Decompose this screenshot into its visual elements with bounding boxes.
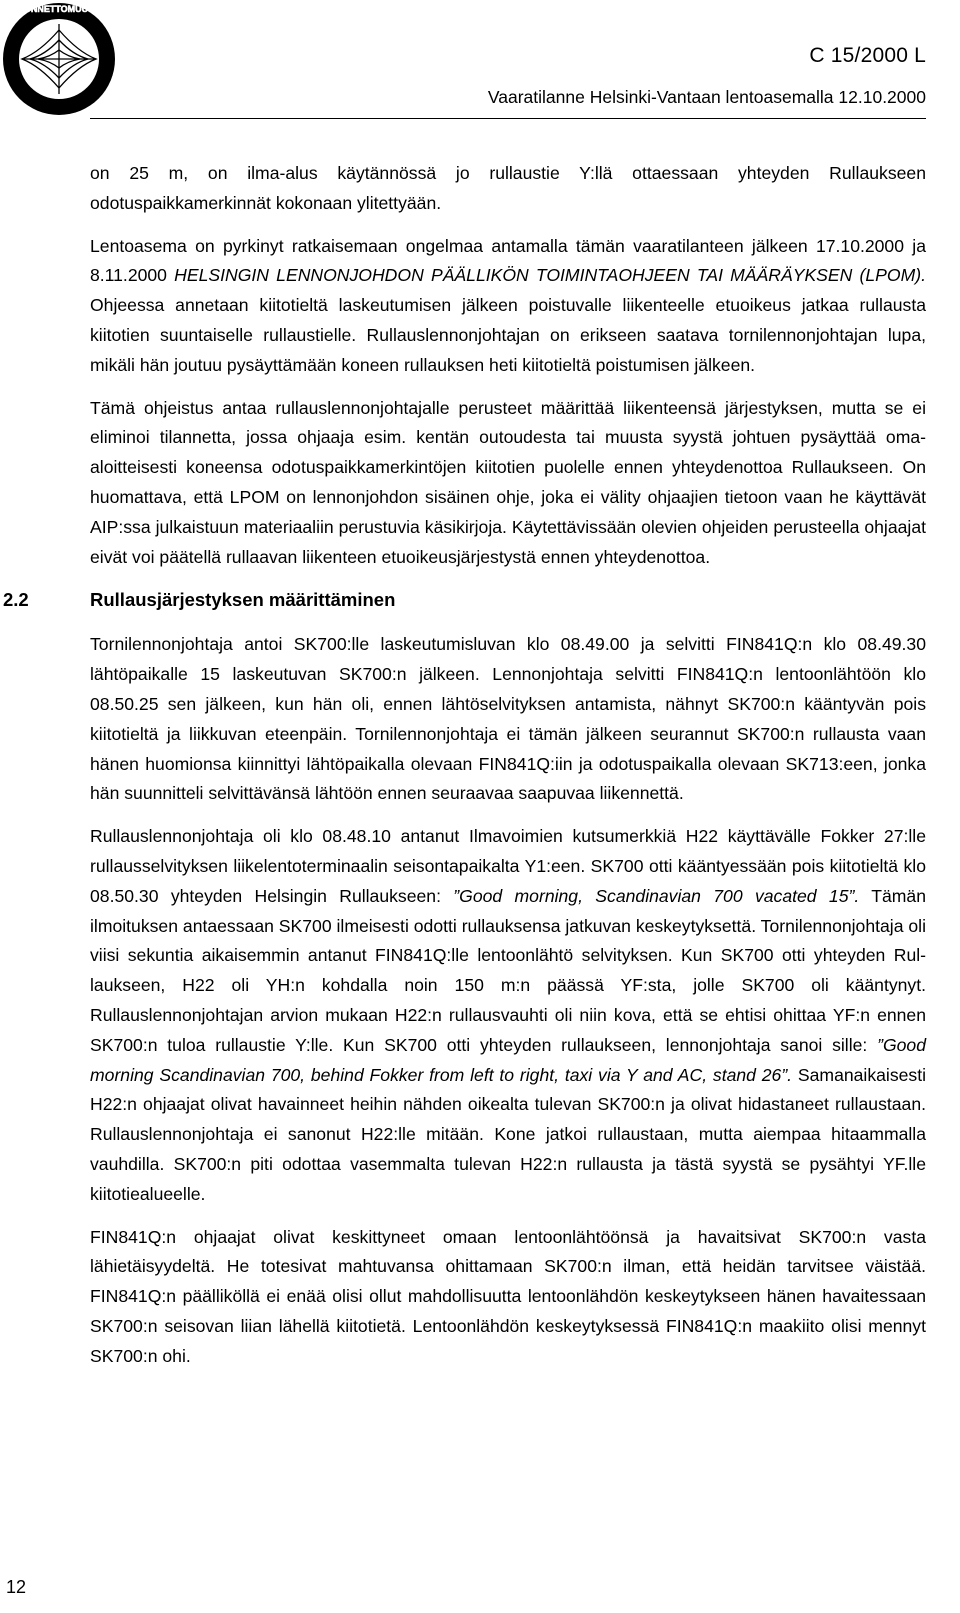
section-title: Rullausjärjestyksen määrittäminen bbox=[90, 589, 396, 611]
paragraph-text: Samanaikaisesti H22:n ohjaajat olivat havainneet heihin nähden oikealta tulevan SK700:n ja olivat hidastaneet rullaustaan. Rullauslennonjohtaja ei sanonut H22:lle mitään. Kone jatkoi rullaustaan, mutta aiempaa hitaammalla vauhdilla. SK700:n piti odottaa vasemmalta tulevan H22:n rullausta ja tästä syystä se pysähtyi YF.lle kiitotiealueelle. bbox=[90, 1064, 926, 1204]
section-number: 2.2 bbox=[3, 589, 29, 611]
radio-quote: ”Good morning, Scandinavian 700 vacated 15”. bbox=[453, 885, 860, 906]
paragraph-text: Ohjeessa annetaan kiitotieltä laskeutumisen jälkeen poistuvalle liikenteelle etuoikeus jatkaa rullausta kiitotien suuntaiselle rullaustielle. Rullauslennonjohtajan on erikseen saatava tornilennonjohtajan lupa, mikäli hän joutuu pysäyttämään koneen rullauksen heti kiitotieltä poistumisen jälkeen. bbox=[90, 295, 926, 375]
paragraph-text: Lentoasema on pyrkinyt ratkaisemaan ongelmaa antamalla tämän vaaratilanteen jälkeen 17.10.2000 ja 8.11.2000 bbox=[90, 235, 926, 286]
report-subtitle: Vaaratilanne Helsinki-Vantaan lentoasemalla 12.10.2000 bbox=[487, 87, 926, 107]
paragraph-text: Tämän ilmoituksen antaessaan SK700 ilmeisesti odotti rullauksensa jatkuvan keskeytyksettä. Tornilennonjohtaja oli viisi sekuntia aikaisemmin antanut FIN841Q:lle lentoonlähtö selvityksen. Kun SK700 otti yhteyden Rullaukseen, H22 oli YH:n kohdalla noin 150 m:n päässä YF:sta, jolle SK700 oli kääntynyt. Rullauslennonjohtajan arvion mukaan H22:n rullausvauhti oli niin kova, että se ehtisi ohittaa YF:n ennen SK700:n tuloa rullaustie Y:lle. Kun SK700 otti yhteyden rullaukseen, lennonjohtaja sanoi sille: bbox=[90, 885, 927, 1055]
report-code: C 15/2000 L bbox=[809, 44, 926, 67]
paragraph bbox=[90, 822, 926, 1209]
paragraph: on 25 m, on ilma-alus käytännössä jo rullaustie Y:llä ottaessaan yhteyden Rullaukseen odotuspaikkamerkinnät kokonaan ylitettyään. bbox=[90, 163, 926, 213]
radio-quote: ”Good morning Scandinavian 700, behind Fokker from left to right, taxi via Y and AC, stand 26”. bbox=[90, 1034, 926, 1085]
paragraph: Tornilennonjohtaja antoi SK700:lle laskeutumisluvan klo 08.49.00 ja selvitti FIN841Q:n klo 08.49.30 lähtöpaikalle 15 laskeutuvan SK700:n jälkeen. Lennonjohtaja selvitti FIN841Q:n lentoonlähtöön klo 08.50.25 sen jälkeen, kun hän oli, ennen lähtöselvityksen antamista, nähnyt SK700:n kääntyvän pois kiitotieltä ja liikkuvan eteenpäin. Tornilennonjohtaja ei tämän jälkeen seurannut SK700:n rullausta vaan hänen huomionsa kiinnittyi lähtöpaikalla olevaan FIN841Q:iin ja odotuspaikalla olevaan SK713:een, jonka hän suunnitteli selvittävänsä lähtöön ennen seuraavaa saapuvaa liikennettä. bbox=[90, 634, 926, 804]
svg-text:ONNETTOMUUS: ONNETTOMUUS bbox=[23, 4, 95, 14]
paragraph: FIN841Q:n ohjaajat olivat keskittyneet omaan lentoonlähtöönsä ja havaitsivat SK700:n vasta lähietäisyydeltä. He totesivat mahtuvansa ohittamaan SK700:n ilman, että heidän tarvitsee väistää. FIN841Q:n päälliköllä ei enää olisi ollut mahdollisuutta lentoonlähdön keskeytykseen hänen havaitessaan SK700:n seisovan liian lähellä kiitotietä. Lentoonlähdön keskeytyksessä FIN841Q:n maakiito olisi mennyt SK700:n ohi. bbox=[90, 1226, 926, 1366]
document-body bbox=[3, 159, 927, 1384]
paragraph-text: Rullauslennonjohtaja oli klo 08.48.10 antanut Ilmavoimien kutsumerkkiä H22 käyttävälle Fokker 27:lle rullausselvityksen liikelentoterminaalin seisontapaikalta Y1:een. SK700 otti kääntyessään pois kiitotieltä klo 08.50.30 yhteyden Helsingin Rullaukseen: bbox=[90, 826, 926, 906]
section-heading bbox=[3, 585, 926, 615]
paragraph: Tämä ohjeistus antaa rullauslennonjohtajalle perusteet määrittää liikenteensä järjestyksen, mutta se ei eliminoi tilannetta, jossa ohjaaja esim. kentän outoudesta tai muusta syystä johtuen pysäyttää oma-aloitteisesti koneensa odotuspaikkamerkintöjen kiitotien puolelle ennen yhteydenottoa Rullaukseen. On huomattava, että LPOM on lennonjohdon sisäinen ohje, joka ei välity ohjaajien tietoon vaan he käyttävät AIP:ssa julkaistuun materiaaliin perustuvia käsikirjoja. Käytettävissään olevien ohjeiden perusteella ohjaajat eivät voi päätellä rullaavan liikenteen etuoikeusjärjestystä ennen yhteydenottoa. bbox=[90, 397, 926, 567]
agency-logo bbox=[0, 0, 118, 118]
regulation-title: HELSINGIN LENNONJOHDON PÄÄLLIKÖN TOIMINTAOHJEEN TAI MÄÄRÄYKSEN (LPOM). bbox=[174, 265, 926, 286]
header-divider bbox=[90, 118, 926, 119]
page-number: 12 bbox=[6, 1577, 27, 1597]
paragraph bbox=[90, 232, 926, 381]
